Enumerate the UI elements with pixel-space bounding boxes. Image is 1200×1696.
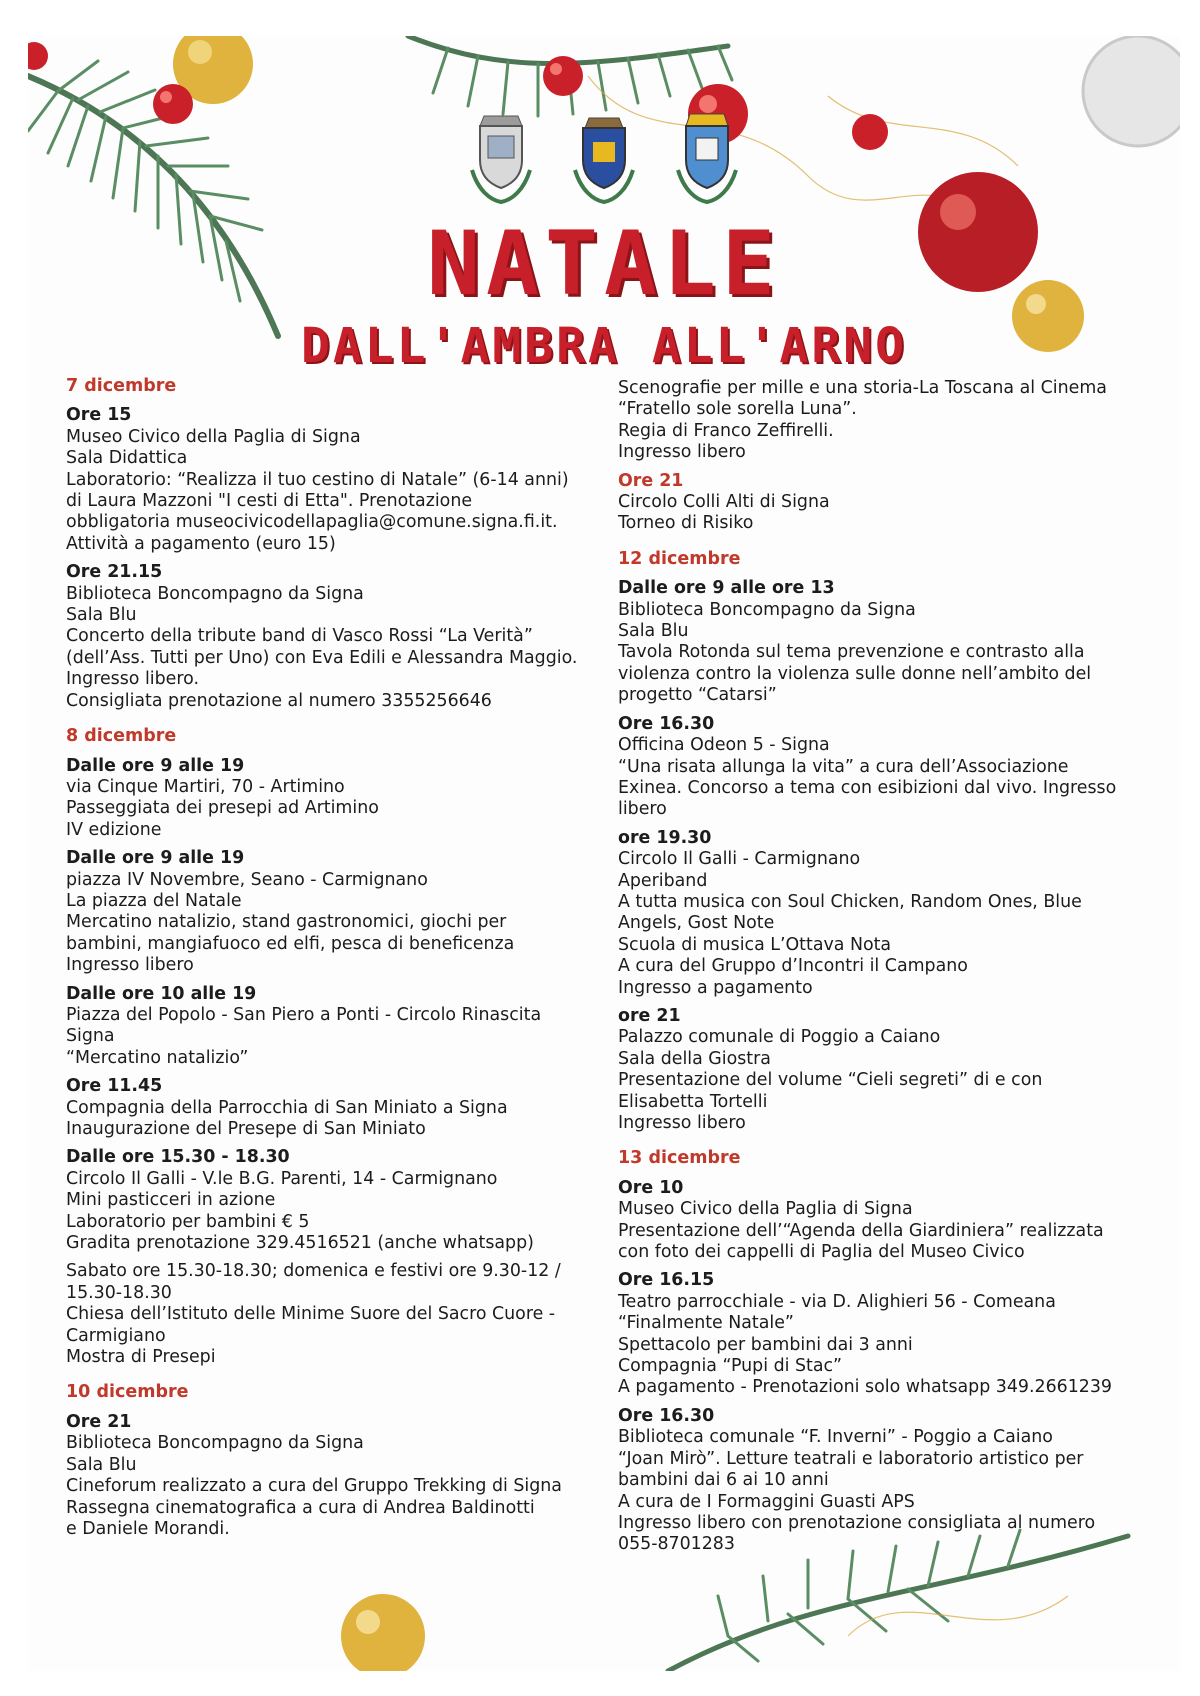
event-line: Chiesa dell’Istituto delle Minime Suore del Sacro Cuore - <box>66 1304 556 1325</box>
event-line: Laboratorio: “Realizza il tuo cestino di Natale” (6-14 anni) <box>66 469 569 490</box>
crest-poggio-a-caiano-icon <box>672 110 742 206</box>
event-line: Sala Didattica <box>66 448 188 469</box>
event-entry <box>66 405 606 555</box>
event-line: Concerto della tribute band di Vasco Rossi “La Verità” <box>66 626 533 647</box>
event-line: Ingresso libero. <box>66 669 199 690</box>
date-heading: 7 dicembre <box>66 376 177 396</box>
date-heading: 8 dicembre <box>66 726 177 747</box>
event-line: Officina Odeon 5 - Signa <box>618 735 830 756</box>
event-line: Tavola Rotonda sul tema prevenzione e contrasto alla <box>618 642 1085 663</box>
event-line: di Laura Mazzoni "I cesti di Etta". Prenotazione <box>66 491 473 512</box>
event-line: Gradita prenotazione 329.4516521 (anche whatsapp) <box>66 1233 534 1254</box>
event-line: “Finalmente Natale” <box>618 1313 794 1334</box>
event-line: Scenografie per mille e una storia-La Toscana al Cinema <box>618 378 1107 398</box>
event-line: Carmigiano <box>66 1325 166 1346</box>
event-entry <box>618 578 1158 706</box>
event-time: Ore 16.15 <box>618 1270 715 1291</box>
event-line: obbligatoria museocivicodellapaglia@comune.signa.fi.it. <box>66 512 558 533</box>
event-line: Mostra di Presepi <box>66 1347 216 1368</box>
event-line: Ingresso libero con prenotazione consigliata al numero <box>618 1512 1096 1533</box>
event-line: “Fratello sole sorella Luna”. <box>618 399 857 420</box>
event-entry <box>618 471 1158 535</box>
event-time: Dalle ore 9 alle ore 13 <box>618 578 835 599</box>
event-entry <box>66 984 606 1070</box>
event-line: A pagamento - Prenotazioni solo whatsapp 349.2661239 <box>618 1377 1112 1398</box>
event-time: ore 19.30 <box>618 827 712 848</box>
event-line: Aperiband <box>618 870 708 891</box>
event-line: Sala Blu <box>618 621 689 642</box>
event-entry <box>66 562 606 712</box>
event-line: Ingresso libero <box>618 442 746 463</box>
event-entry <box>618 1270 1158 1398</box>
event-time: Dalle ore 9 alle 19 <box>66 755 245 776</box>
date-heading: 12 dicembre <box>618 548 741 569</box>
event-line: Angels, Gost Note <box>618 913 775 934</box>
event-line: “Mercatino natalizio” <box>66 1047 249 1068</box>
event-line: Sala Blu <box>66 605 137 626</box>
event-line: Piazza del Popolo - San Piero a Ponti - Circolo Rinascita <box>66 1004 542 1025</box>
event-entry <box>66 1261 606 1368</box>
event-time: Ore 21 <box>66 1411 132 1432</box>
event-line: progetto “Catarsi” <box>618 685 777 706</box>
event-entry <box>618 828 1158 999</box>
event-time: Dalle ore 9 alle 19 <box>66 848 245 869</box>
event-line: Biblioteca Boncompagno da Signa <box>618 599 916 620</box>
flyer-sheet <box>28 36 1180 1671</box>
event-line: A cura del Gruppo d’Incontri il Campano <box>618 956 968 977</box>
event-entry <box>618 714 1158 821</box>
event-line: Elisabetta Tortelli <box>618 1091 768 1112</box>
event-line: Laboratorio per bambini € 5 <box>66 1211 310 1232</box>
event-line: Circolo Colli Alti di Signa <box>618 492 830 513</box>
event-line: A cura de I Formaggini Guasti APS <box>618 1491 915 1512</box>
event-line: violenza contro la violenza sulle donne nell’ambito del <box>618 663 1092 684</box>
event-time: Ore 11.45 <box>66 1076 163 1097</box>
event-line: Ingresso a pagamento <box>618 977 813 998</box>
event-line: Compagnia della Parrocchia di San Miniato a Signa <box>66 1097 508 1118</box>
event-line: bambini dai 6 ai 10 anni <box>618 1470 829 1491</box>
event-line: IV edizione <box>66 819 162 840</box>
event-time: Ore 16.30 <box>618 1405 715 1426</box>
event-line: Museo Civico della Paglia di Signa <box>618 1199 913 1220</box>
event-entry <box>618 1178 1158 1264</box>
event-line: Presentazione dell’“Agenda della Giardiniera” realizzata <box>618 1220 1104 1241</box>
event-line: bambini, mangiafuoco ed elfi, pesca di beneficenza <box>66 933 515 954</box>
event-line: via Cinque Martiri, 70 - Artimino <box>66 776 345 797</box>
event-line: La piazza del Natale <box>66 890 242 911</box>
event-time: ore 21 <box>618 1005 681 1026</box>
crest-signa-icon <box>466 110 536 206</box>
event-line: con foto dei cappelli di Paglia del Museo Civico <box>618 1242 1025 1263</box>
event-line: Presentazione del volume “Cieli segreti” di e con <box>618 1070 1043 1091</box>
crests-row <box>28 110 1180 206</box>
event-time: Ore 15 <box>66 405 132 426</box>
event-line: Spettacolo per bambini dai 3 anni <box>618 1334 913 1355</box>
right-column <box>618 378 1158 1563</box>
event-line: piazza IV Novembre, Seano - Carmignano <box>66 869 428 890</box>
subtitle: DALL'AMBRA ALL'ARNO <box>300 318 908 374</box>
event-line: Biblioteca Boncompagno da Signa <box>66 583 364 604</box>
event-line: Ingresso libero <box>66 955 194 976</box>
event-line: Regia di Franco Zeffirelli. <box>618 420 834 441</box>
event-line: Passeggiata dei presepi ad Artimino <box>66 798 379 819</box>
event-time: Ore 21.15 <box>66 562 163 583</box>
event-line: Circolo Il Galli - V.le B.G. Parenti, 14 - Carmignano <box>66 1168 498 1189</box>
event-line: 15.30-18.30 <box>66 1282 172 1303</box>
event-line: Compagnia “Pupi di Stac” <box>618 1356 843 1377</box>
event-entry <box>66 1147 606 1254</box>
event-entry <box>66 756 606 842</box>
crest-carmignano-icon <box>569 110 639 206</box>
event-line: “Una risata allunga la vita” a cura dell’Associazione <box>618 756 1069 777</box>
event-line: Teatro parrocchiale - via D. Alighieri 56 - Comeana <box>618 1291 1056 1312</box>
event-line: Biblioteca comunale “F. Inverni” - Poggio a Caiano <box>618 1427 1053 1448</box>
event-line: Circolo Il Galli - Carmignano <box>618 849 861 870</box>
event-line: Inaugurazione del Presepe di San Miniato <box>66 1119 426 1139</box>
date-heading: 13 dicembre <box>618 1148 741 1169</box>
date-heading: 10 dicembre <box>66 1382 189 1403</box>
event-line: Biblioteca Boncompagno da Signa <box>66 1433 364 1454</box>
event-line: Consigliata prenotazione al numero 3355256646 <box>66 690 492 711</box>
event-time: Dalle ore 10 alle 19 <box>66 983 257 1004</box>
event-line: Cineforum realizzato a cura del Gruppo Trekking di Signa <box>66 1476 562 1497</box>
event-line: Sala della Giostra <box>618 1048 771 1069</box>
event-entry <box>618 1006 1158 1134</box>
event-line: Museo Civico della Paglia di Signa <box>66 426 361 447</box>
event-line: e Daniele Morandi. <box>66 1518 230 1539</box>
event-line: A tutta musica con Soul Chicken, Random Ones, Blue <box>618 891 1082 912</box>
event-line: Attività a pagamento (euro 15) <box>66 533 336 554</box>
event-entry <box>618 1406 1158 1556</box>
main-title: NATALE <box>427 212 781 315</box>
continued-event <box>618 378 1158 464</box>
event-line: Rassegna cinematografica a cura di Andrea Baldinotti <box>66 1497 535 1518</box>
event-line: (dell’Ass. Tutti per Uno) con Eva Edili e Alessandra Maggio. <box>66 647 578 668</box>
event-line: Palazzo comunale di Poggio a Caiano <box>618 1027 941 1048</box>
event-time: Dalle ore 15.30 - 18.30 <box>66 1147 290 1168</box>
event-line: Signa <box>66 1026 115 1047</box>
event-line: Exinea. Concorso a tema con esibizioni dal vivo. Ingresso <box>618 777 1117 798</box>
event-time: Ore 21 <box>618 470 684 491</box>
event-line: “Joan Mirò”. Letture teatrali e laboratorio artistico per <box>618 1448 1084 1469</box>
event-line: Sabato ore 15.30-18.30; domenica e festivi ore 9.30-12 / <box>66 1261 561 1282</box>
event-line: libero <box>618 799 667 820</box>
event-line: 055-8701283 <box>618 1534 735 1555</box>
event-line: Scuola di musica L’Ottava Nota <box>618 934 892 955</box>
event-line: Mercatino natalizio, stand gastronomici, giochi per <box>66 912 507 933</box>
event-line: Sala Blu <box>66 1454 137 1475</box>
left-column <box>66 376 606 1547</box>
event-line: Mini pasticceri in azione <box>66 1190 276 1211</box>
event-line: Ingresso libero <box>618 1113 746 1133</box>
event-entry <box>66 1076 606 1140</box>
event-line: Torneo di Risiko <box>618 513 754 534</box>
event-entry <box>66 848 606 976</box>
event-time: Ore 10 <box>618 1177 684 1198</box>
event-time: Ore 16.30 <box>618 713 715 734</box>
event-entry <box>66 1412 606 1540</box>
